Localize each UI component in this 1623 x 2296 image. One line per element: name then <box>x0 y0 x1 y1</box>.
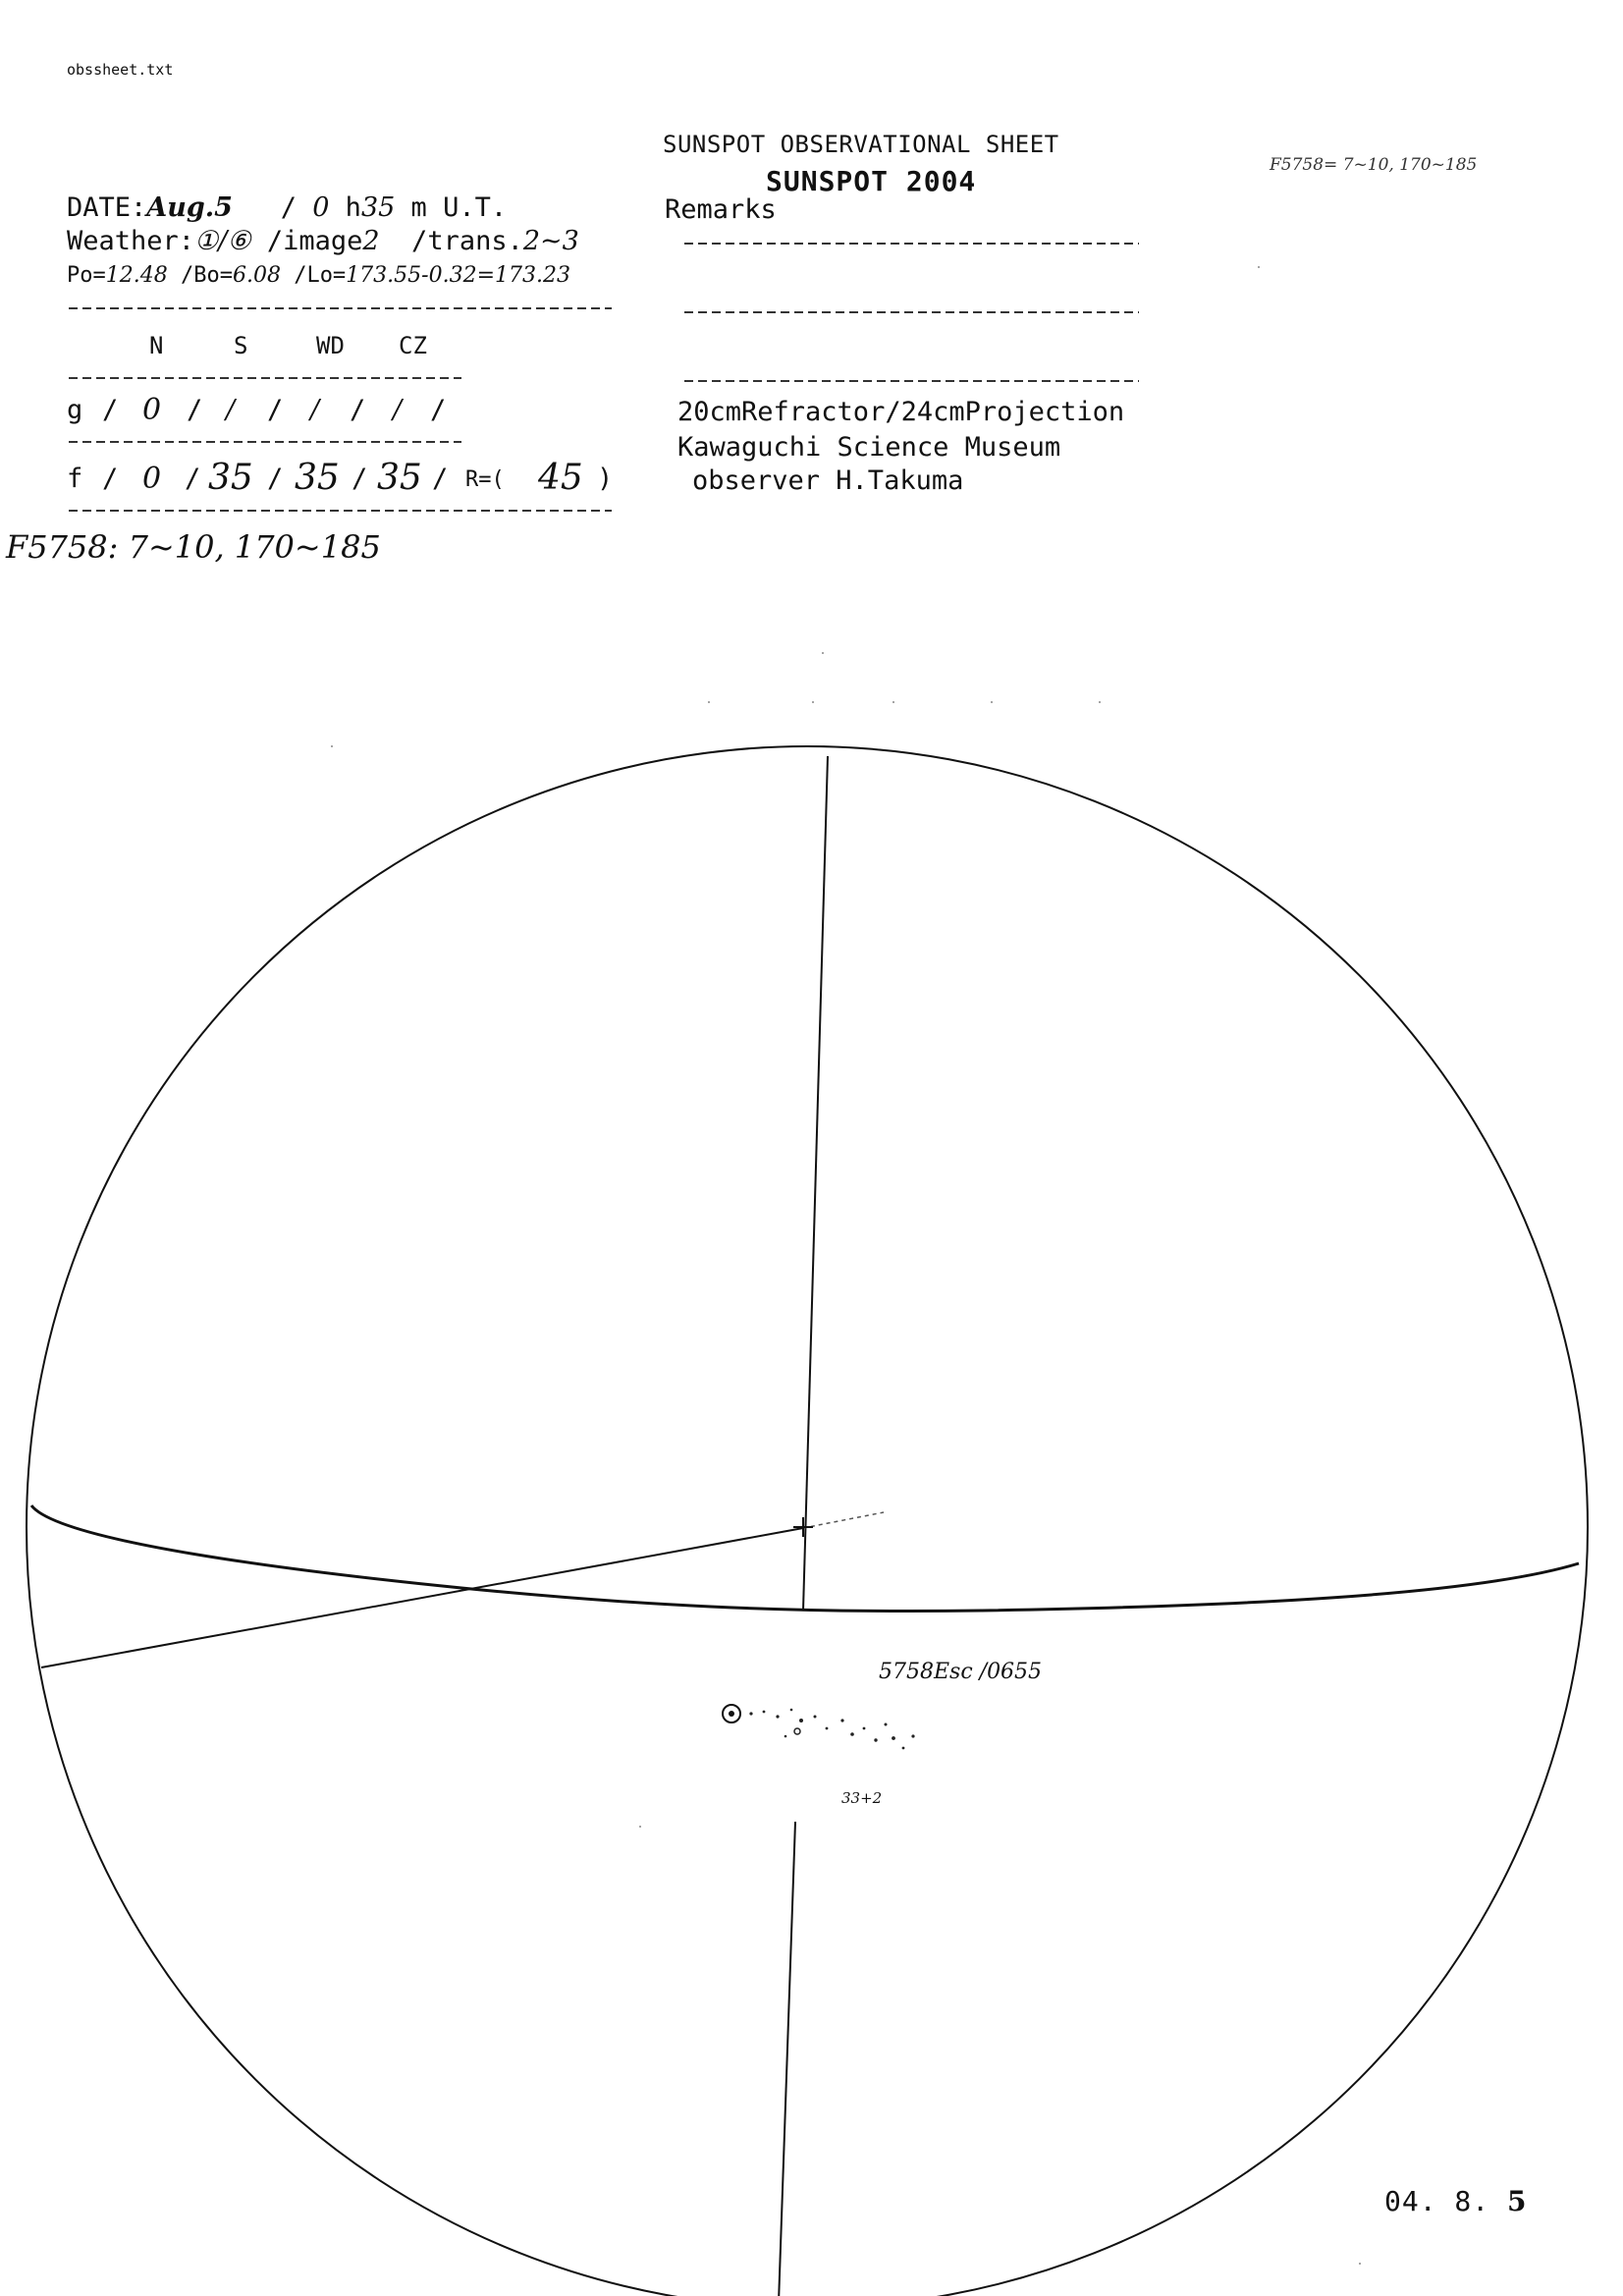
g-row-label: g <box>67 395 83 425</box>
time-suffix: m U.T. <box>395 192 508 223</box>
spot-leader-umbra <box>729 1711 734 1717</box>
g-value-wd: / <box>310 395 320 425</box>
r-value: 45 <box>538 458 583 498</box>
bo-value: 6.08 <box>232 263 281 288</box>
g-sep-1: / <box>102 395 119 425</box>
spot-group-dots <box>749 1709 914 1750</box>
date-stamp-prefix: 04. 8. <box>1384 2185 1508 2217</box>
g-value-s: / <box>226 395 236 425</box>
central-meridian-lower <box>779 1822 795 2296</box>
f-sep-1: / <box>102 464 119 494</box>
lo-label: /Lo= <box>280 263 347 288</box>
g-sep-2: / <box>187 395 203 425</box>
time-separator: / <box>280 192 313 223</box>
po-label: Po= <box>67 263 106 288</box>
f-value-n: 0 <box>142 462 162 496</box>
f-row-label: f <box>67 464 83 494</box>
weather-value: ①/⑥ <box>194 226 251 256</box>
inclined-axis-line <box>41 1528 803 1667</box>
f-sep-4: / <box>352 464 368 494</box>
r-close: ) <box>597 464 614 494</box>
date-stamp-day: 5 <box>1507 2185 1528 2217</box>
filename: obssheet.txt <box>67 61 174 79</box>
f-sep-5: / <box>432 464 449 494</box>
weather-label: Weather: <box>67 226 195 256</box>
lo-value: 173.55-0.32=173.23 <box>346 263 570 288</box>
sheet-subtitle: SUNSPOT 2004 <box>766 165 977 197</box>
f-sep-2: / <box>185 464 201 494</box>
g-value-cz: / <box>393 395 403 425</box>
col-header-cz: CZ <box>399 332 427 359</box>
time-minute: 35 <box>360 192 396 223</box>
col-header-s: S <box>234 332 248 359</box>
g-sep-3: / <box>267 395 284 425</box>
po-value: 12.48 <box>105 263 168 288</box>
time-hour: 0 <box>312 192 330 223</box>
trans-label: /trans. <box>379 226 523 256</box>
bo-label: /Bo= <box>167 263 233 288</box>
spot-count-label: 33+2 <box>841 1789 883 1807</box>
col-header-n: N <box>149 332 164 359</box>
f-value-wd: 35 <box>295 458 340 498</box>
g-sep-5: / <box>430 395 447 425</box>
left-handwritten-note: F5758: 7~10, 170~185 <box>6 528 381 566</box>
remarks-label: Remarks <box>665 194 777 225</box>
image-label: /image <box>250 226 363 256</box>
f-value-s: 35 <box>208 458 253 498</box>
scan-specks <box>331 266 1361 2265</box>
solar-disk-outline <box>27 746 1588 2296</box>
time-h: h <box>329 192 361 223</box>
equipment-text: 20cmRefractor/24cmProjection <box>677 397 1125 427</box>
g-value-n: 0 <box>142 393 162 427</box>
inclined-axis-dashed <box>803 1512 884 1528</box>
image-value: 2 <box>362 226 380 256</box>
g-sep-4: / <box>350 395 366 425</box>
date-value: Aug.5 <box>146 192 233 223</box>
date-stamp <box>1384 2185 1528 2217</box>
col-header-wd: WD <box>316 332 345 359</box>
observer-text: observer H.Takuma <box>692 465 964 496</box>
trans-value: 2~3 <box>522 226 579 256</box>
f-value-cz: 35 <box>377 458 422 498</box>
institution-text: Kawaguchi Science Museum <box>677 432 1061 463</box>
r-label: R=( <box>465 467 505 492</box>
spot-group-label: 5758Esc /0655 <box>879 1660 1043 1684</box>
sheet-title: SUNSPOT OBSERVATIONAL SHEET <box>663 131 1059 158</box>
date-label: DATE: <box>67 192 147 223</box>
corner-handwritten-note: F5758= 7~10, 170~185 <box>1270 155 1478 175</box>
f-sep-3: / <box>267 464 284 494</box>
central-meridian-upper <box>803 756 828 1611</box>
